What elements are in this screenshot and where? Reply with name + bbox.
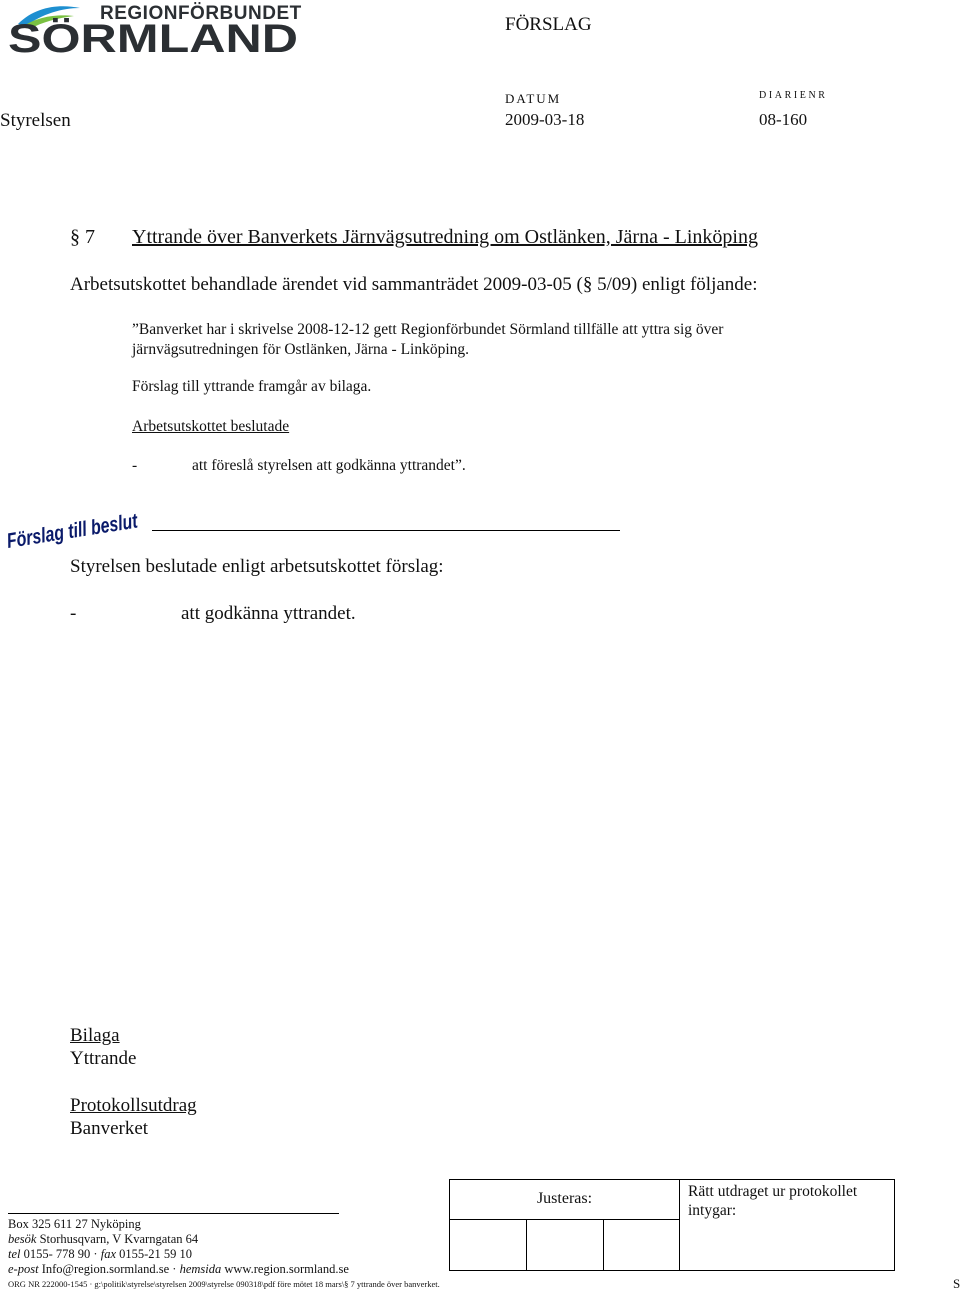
initials-cell-1 [450,1220,527,1271]
protocol-extract-label: Protokollsutdrag [70,1095,197,1116]
diarienr-label: DIARIENR [759,90,828,101]
paragraph-number: § 7 [70,226,95,248]
address-line: Box 325 611 27 Nyköping [8,1217,141,1231]
regionforbundet-logo [8,0,302,61]
edge-mark: S [953,1276,960,1291]
logo-top-text: REGIONFÖRBUNDET [100,3,302,24]
attachment-label: Bilaga [70,1025,120,1046]
au-decided-heading: Arbetsutskottet beslutade [132,418,290,435]
visit-address: besök Storhusqvarn, V Kvarngatan 64 [8,1232,199,1246]
initials-cell-3 [604,1220,680,1271]
document-date: 2009-03-18 [505,110,585,129]
au-item-text: att föreslå styrelsen att godkänna yttrandet”. [192,457,466,474]
phone-fax: tel 0155- 778 90 · fax 0155-21 59 10 [8,1247,193,1261]
org-number-path: ORG NR 222000-1545 · g:\politik\styrelse\styrelsen 2009\styrelse 090318\pdf före mötet 18 mars\§ 7 yttrande över banverket. [8,1279,440,1289]
protocol-extract-value: Banverket [70,1118,149,1139]
board-decision-text: Styrelsen beslutade enligt arbetsutskottet förslag: [70,556,444,577]
logo-main-text: SÖRMLAND [8,17,240,61]
forslag-till-beslut-stamp [5,502,181,554]
board-item-dash: - [70,603,77,624]
board-item-text: att godkänna yttrandet. [181,603,356,624]
footer-rule [8,1213,339,1214]
au-item-dash: - [132,457,138,474]
stamp-line [152,530,620,531]
initials-cell-2 [527,1220,604,1271]
document-status: FÖRSLAG [505,14,592,35]
attachment-value: Yttrande [70,1048,137,1069]
justering-box [449,1179,895,1271]
suggestion-text: Förslag till yttrande framgår av bilaga. [132,378,372,395]
stamp-text: Förslag till beslut [5,503,181,553]
intro-text: Arbetsutskottet behandlade ärendet vid sammanträdet 2009-03-05 (§ 5/09) enligt följande: [70,274,758,295]
paragraph-heading [70,226,758,249]
email-web: e-post Info@region.sormland.se · hemsida www.region.sormland.se [8,1262,349,1276]
recipient: Styrelsen [0,110,71,131]
diarienr-value: 08-160 [759,110,808,129]
datum-label: DATUM [505,91,562,106]
certification-label: Rätt utdraget ur protokollet intygar: [688,1183,858,1219]
justeras-label: Justeras: [450,1180,680,1220]
quote-text: ”Banverket har i skrivelse 2008-12-12 gett Regionförbundet Sörmland tillfälle att yttra sig över järnvägsutredningen för Ostlänken, Järna - Linköping. [132,321,724,358]
paragraph-title: Yttrande över Banverkets Järnvägsutredning om Ostlänken, Järna - Linköping [132,226,758,248]
